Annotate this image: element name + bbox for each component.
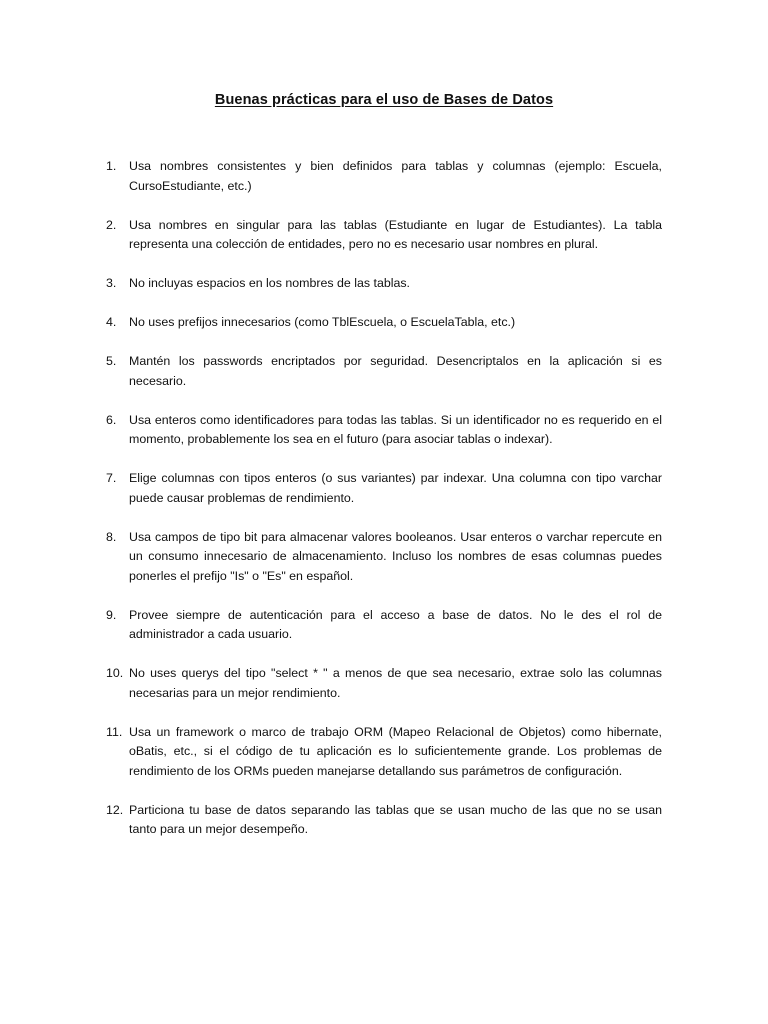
item-number: 2. bbox=[106, 217, 117, 232]
item-text: Provee siempre de autenticación para el acceso a base de datos. No le des el rol de administrador a cada usuario. bbox=[129, 607, 662, 641]
document-title: Buenas prácticas para el uso de Bases de Datos bbox=[214, 92, 554, 108]
list-item bbox=[106, 352, 662, 391]
list-item bbox=[106, 664, 662, 703]
item-text: Mantén los passwords encriptados por seguridad. Desencriptalos en la aplicación si es necesario. bbox=[129, 354, 662, 388]
list-item bbox=[106, 313, 662, 333]
list-item bbox=[106, 157, 662, 196]
item-number: 8. bbox=[106, 529, 117, 544]
item-number: 5. bbox=[106, 354, 117, 368]
list-item bbox=[106, 723, 662, 782]
list-item bbox=[106, 469, 662, 508]
item-text: Elige columnas con tipos enteros (o sus variantes) par indexar. Una columna con tipo varchar puede causar problemas de rendimiento. bbox=[129, 471, 662, 505]
item-text: Usa campos de tipo bit para almacenar valores booleanos. Usar enteros o varchar repercute en un consumo innecesario de almacenamiento. Incluso los nombres de esas columnas puedes ponerles el prefijo "Is" o "Es" en español. bbox=[129, 529, 662, 583]
item-number: 1. bbox=[106, 159, 117, 173]
item-number: 10. bbox=[106, 666, 124, 680]
item-number: 6. bbox=[106, 412, 117, 427]
practices-list bbox=[106, 157, 662, 859]
list-item bbox=[106, 274, 662, 294]
list-item bbox=[106, 606, 662, 645]
item-number: 3. bbox=[106, 276, 117, 290]
list-item bbox=[106, 528, 662, 587]
list-item bbox=[106, 411, 662, 450]
item-number: 12. bbox=[106, 802, 124, 817]
item-number: 7. bbox=[106, 471, 117, 485]
item-text: No uses prefijos innecesarios (como TblEscuela, o EscuelaTabla, etc.) bbox=[129, 315, 516, 329]
item-text: Usa un framework o marco de trabajo ORM (Mapeo Relacional de Objetos) como hibernate, oBatis, etc., si el código de tu aplicación es lo suficientemente grande. Los problemas de rendimiento de los ORMs pueden manejarse detallando sus parámetros de configuración. bbox=[129, 724, 662, 778]
item-number: 4. bbox=[106, 315, 117, 329]
item-text: Usa nombres en singular para las tablas (Estudiante en lugar de Estudiantes). La tabla representa una colección de entidades, pero no es necesario usar nombres en plural. bbox=[129, 217, 662, 251]
item-text: No incluyas espacios en los nombres de las tablas. bbox=[129, 276, 411, 290]
item-text: No uses querys del tipo "select * " a menos de que sea necesario, extrae solo las columnas necesarias para un mejor rendimiento. bbox=[129, 666, 662, 700]
list-item bbox=[106, 216, 662, 255]
item-text: Usa enteros como identificadores para todas las tablas. Si un identificador no es requerido en el momento, probablemente los sea en el futuro (para asociar tablas o indexar). bbox=[129, 412, 662, 446]
item-number: 9. bbox=[106, 607, 117, 622]
item-number: 11. bbox=[106, 724, 123, 739]
list-item bbox=[106, 801, 662, 840]
item-text: Usa nombres consistentes y bien definidos para tablas y columnas (ejemplo: Escuela, CursoEstudiante, etc.) bbox=[129, 159, 662, 193]
item-text: Particiona tu base de datos separando las tablas que se usan mucho de las que no se usan tanto para un mejor desempeño. bbox=[129, 802, 662, 836]
